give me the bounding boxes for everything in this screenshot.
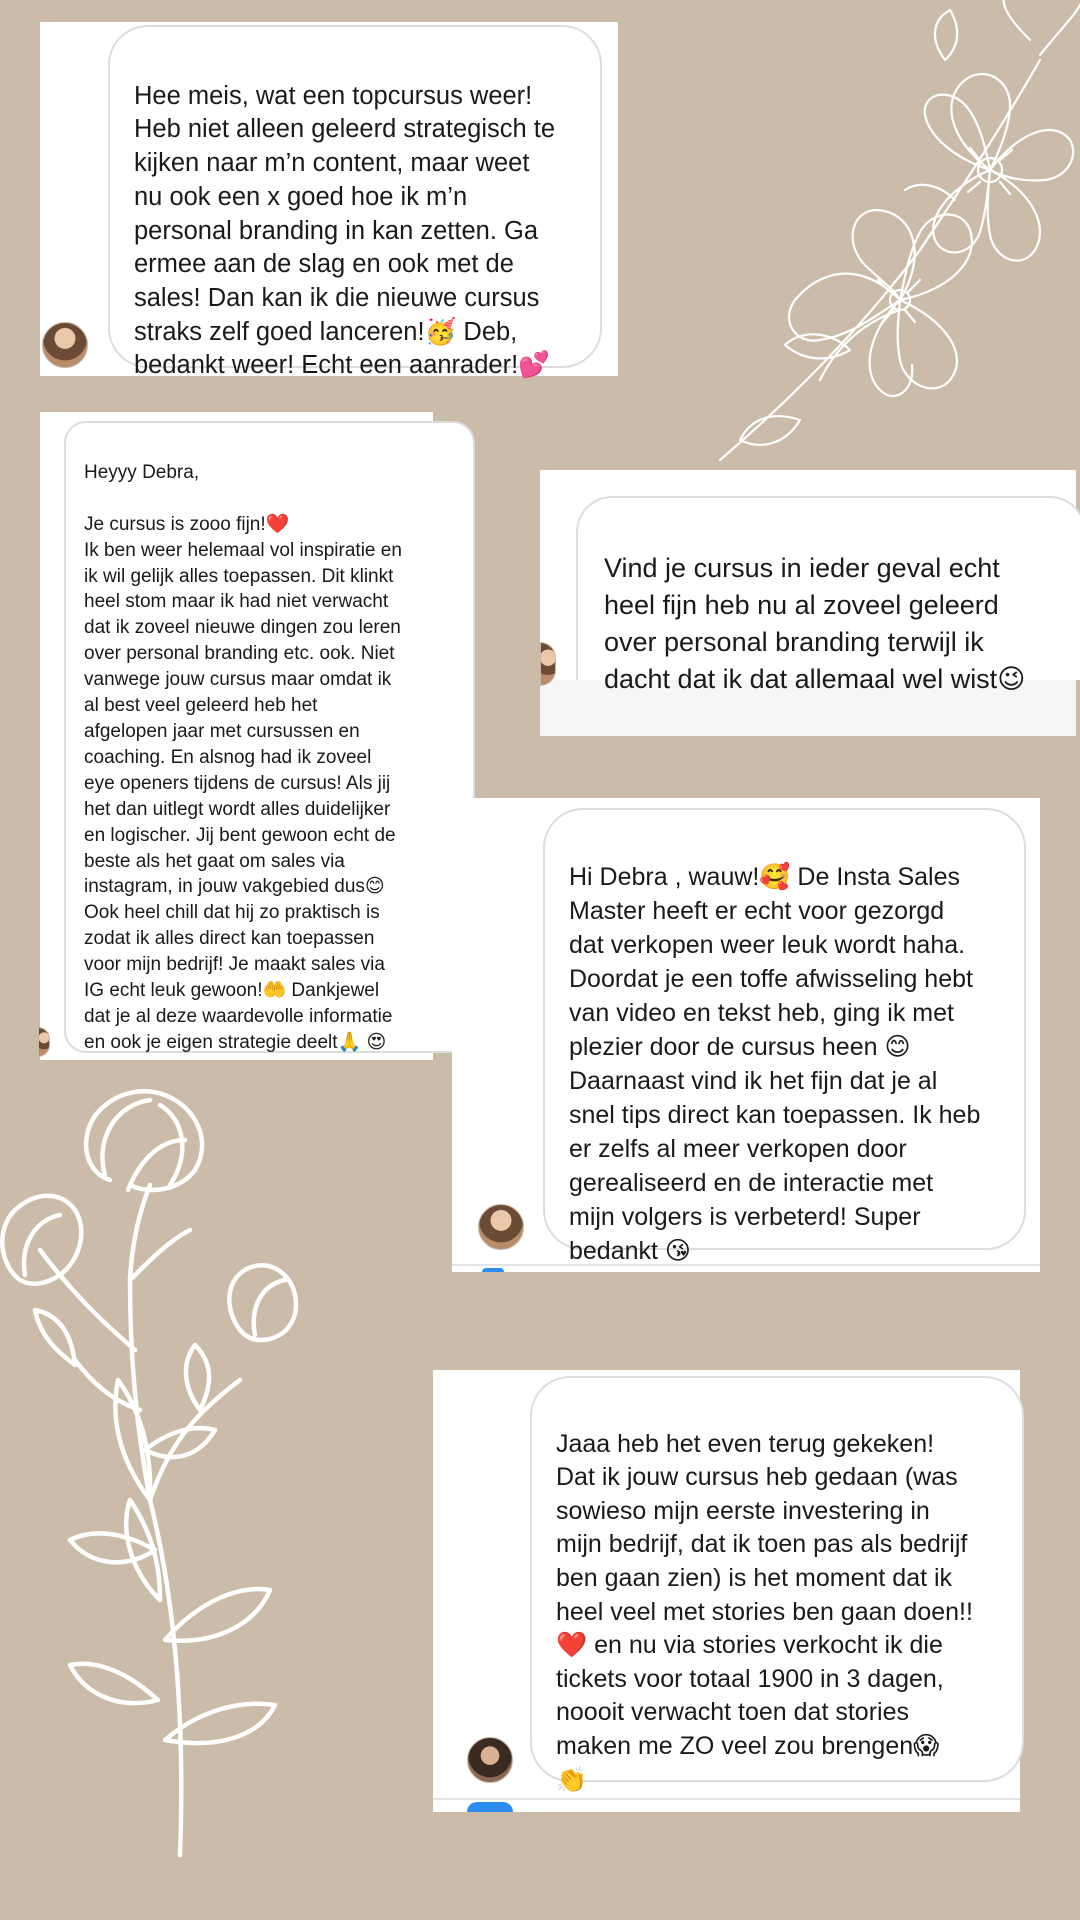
- message-text: Vind je cursus in ieder geval echt heel fijn heb nu al zoveel geleerd over personal branding terwijl ik dacht dat ik dat allemaal wel wist😉: [604, 553, 1026, 694]
- message-text: Hee meis, wat een topcursus weer! Heb niet alleen geleerd strategisch te kijken naar m’n content, maar weet nu ook een x goed hoe ik m’n personal branding in kan zetten. Ga ermee aan de slag en ook met de sales! Dan kan ik die nieuwe cursus straks zelf goed lanceren!🥳 Deb, bedankt weer! Echt een aanrader!💕: [134, 81, 556, 380]
- composer-camera-icon: [482, 1268, 504, 1272]
- message-bubble-5: [530, 1376, 1024, 1794]
- message-text: Heyyy Debra, Je cursus is zooo fijn!❤️ Ik ben weer helemaal vol inspiratie en ik wil gelijk alles toepassen. Dit klinkt heel stom maar ik had niet verwacht dat ik zoveel nieuwe dingen zou leren over personal branding etc. ook. Niet vanwege jouw cursus maar omdat ik al best veel geleerd heb het afgelopen jaar met cursussen en coaching. En alsnog had ik zoveel eye openers tijdens de cursus! Als jij het dan uitlegt wordt alles duidelijker en logischer. Jij bent gewoon echt de beste als het gaat om sales via instagram, in jouw vakgebied dus😊 Ook heel chill dat hij zo praktisch is zodat ik alles direct kan toepassen voor mijn bedrijf! Je maakt sales via IG echt leuk gewoon!🤲 Dankjewel dat je al deze waardevolle informatie en ook je eigen strategie deelt🙏 😍: [84, 461, 402, 1053]
- message-text: Hi Debra , wauw!🥰 De Insta Sales Master heeft er echt voor gezorgd dat verkopen weer leuk wordt haha. Doordat je een toffe afwisseling hebt van video en tekst heb, ging ik met plezier door de cursus heen 😊 Daarnaast vind ik het fijn dat je al snel tips direct kan toepassen. Ik heb er zelfs al meer verkopen door gerealiseerd en de interactie met mijn volgers is verbeterd! Super bedankt 😘: [569, 863, 981, 1265]
- composer-camera-icon: [467, 1802, 513, 1812]
- message-bubble-3: [576, 496, 1080, 694]
- avatar: [42, 322, 88, 368]
- message-bubble-2: [64, 421, 475, 1053]
- floral-bottom-left-decoration: [0, 1080, 320, 1860]
- message-card-5: [433, 1370, 1020, 1812]
- message-card-1: [40, 22, 618, 380]
- message-card-4: [452, 798, 1040, 1272]
- message-card-3: [540, 470, 1076, 736]
- message-text: Jaaa heb het even terug gekeken! Dat ik jouw cursus heb gedaan (was sowieso mijn eerste investering in mijn bedrijf, dat ik toen pas als bedrijf ben gaan zien) is het moment dat ik heel veel met stories ben gaan doen!! ❤️ en nu via stories verkocht ik die tickets voor totaal 1900 in 3 dagen, noooit verwacht toen dat stories maken me ZO veel zou brengen😱 👏: [556, 1429, 973, 1794]
- floral-top-right-decoration: [700, 0, 1080, 470]
- avatar: [38, 1027, 50, 1057]
- message-bubble-1: [108, 25, 602, 380]
- composer-strip: [452, 1264, 1040, 1276]
- message-card-2: [40, 412, 433, 1060]
- message-bubble-4: [543, 808, 1026, 1265]
- composer-strip: [433, 1798, 1020, 1810]
- avatar: [467, 1737, 513, 1783]
- avatar: [478, 1204, 524, 1250]
